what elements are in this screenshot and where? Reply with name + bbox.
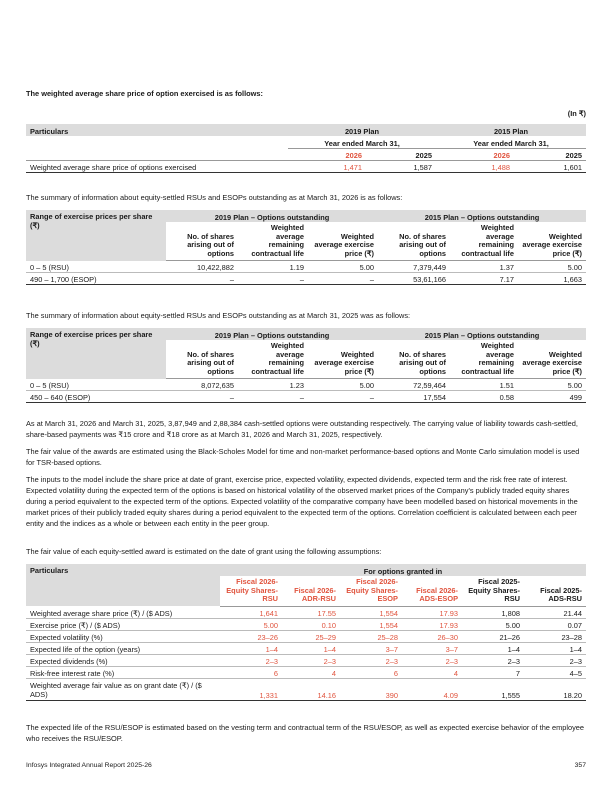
cell: 7,379,449 [378,261,450,273]
unit-label: (In ₹) [567,109,586,118]
cell: 3–7 [340,642,402,654]
cell: 17.55 [282,606,340,618]
table-assumptions [26,564,586,701]
col-2015-plan: 2015 Plan [436,124,586,136]
cell: – [238,391,308,403]
row-label: Weighted average fair value as on grant date (₹) / ($ ADS) [26,678,220,700]
cell: 21–26 [462,630,524,642]
cell: 25–29 [282,630,340,642]
col-range: Range of exercise prices per share (₹) [26,328,166,379]
cell: 23–28 [524,630,586,642]
cell: 1–4 [220,642,282,654]
cell: 1,641 [220,606,282,618]
col-2015-plan-outstanding: 2015 Plan – Options outstanding [378,210,586,222]
cell: 1.51 [450,379,518,391]
cell: 499 [518,391,586,403]
col-header: Fiscal 2025- Equity Shares-RSU [462,576,524,606]
cell: 1,554 [340,618,402,630]
year-2025-b: 2025 [514,148,586,160]
cell: 1,663 [518,273,586,285]
col-2019-plan-outstanding: 2019 Plan – Options outstanding [166,210,378,222]
table-row [26,261,586,273]
cell: 0.58 [450,391,518,403]
col-particulars: Particulars [26,124,288,136]
para-expected-life: The expected life of the RSU/ESOP is estimated based on the vesting term and contractual term of the RSU/ESOP, as well as expected exercise behavior of the employee who receives the RSU/ESOP. [26,723,585,743]
col-header: No. of shares arising out of options [378,340,450,379]
row-label: Exercise price (₹) / ($ ADS) [26,618,220,630]
row-label: Expected volatility (%) [26,630,220,642]
para-cash-settled: As at March 31, 2026 and March 31, 2025, 3,87,949 and 2,88,384 cash-settled options were outstanding respectively. The carrying value of liability towards cash-settled, share-based payments was ₹15 crore and ₹18 crore as at March 31, 2026 and March 31, 2025, respectively. [26,419,578,439]
cell: 2–3 [524,654,586,666]
col-particulars: Particulars [26,564,220,606]
cell: 1–4 [462,642,524,654]
row-label: Weighted average share price (₹) / ($ ADS) [26,606,220,618]
cell: 2–3 [462,654,524,666]
cell: 53,61,166 [378,273,450,285]
cell: 1,488 [436,160,514,172]
page-number: 357 [574,762,586,769]
table-share-price-exercised [26,124,586,173]
year-ended-2019: Year ended March 31, [288,136,436,148]
col-header: Weighted average remaining contractual life [238,222,308,261]
cell: 10,422,882 [166,261,238,273]
cell: 17,554 [378,391,450,403]
cell: – [238,273,308,285]
cell: 7.17 [450,273,518,285]
intro-summary-2025: The summary of information about equity-settled RSUs and ESOPs outstanding as at March 31, 2025 was as follows: [26,311,411,320]
footer-report-title: Infosys Integrated Annual Report 2025-26 [26,762,152,769]
cell: 1,601 [514,160,586,172]
row-label: 490 – 1,700 (ESOP) [26,273,166,285]
cell: 1–4 [524,642,586,654]
cell: 0.07 [524,618,586,630]
col-header: Weighted average exercise price (₹) [518,340,586,379]
row-label: Expected life of the option (years) [26,642,220,654]
year-ended-2015: Year ended March 31, [436,136,586,148]
row-label: Weighted average share price of options exercised [26,160,288,172]
footer [26,762,586,769]
cell: 17.93 [402,618,462,630]
cell: 1,808 [462,606,524,618]
table-outstanding-2025 [26,328,586,403]
cell: – [166,391,238,403]
year-2026-b: 2026 [436,148,514,160]
cell: 1,471 [288,160,366,172]
table-row [26,630,586,642]
col-header: Fiscal 2026- Equity Shares-RSU [220,576,282,606]
intro-weighted-average: The weighted average share price of option exercised is as follows: [26,89,263,98]
para-assumptions-intro: The fair value of each equity-settled award is estimated on the date of grant using the following assumptions: [26,547,382,556]
col-2019-plan-outstanding: 2019 Plan – Options outstanding [166,328,378,340]
col-2015-plan-outstanding: 2015 Plan – Options outstanding [378,328,586,340]
cell: 5.00 [462,618,524,630]
page [26,0,586,792]
cell: 6 [220,666,282,678]
cell: 8,072,635 [166,379,238,391]
intro-summary-2026: The summary of information about equity-settled RSUs and ESOPs outstanding as at March 31, 2026 is as follows: [26,193,403,202]
cell: 1,331 [220,678,282,700]
col-header: Weighted average exercise price (₹) [518,222,586,261]
cell: 1,587 [366,160,436,172]
row-label: 0 – 5 (RSU) [26,261,166,273]
cell: 1.37 [450,261,518,273]
cell: 25–28 [340,630,402,642]
table-row [26,654,586,666]
cell: 1.23 [238,379,308,391]
cell: 18.20 [524,678,586,700]
col-header: No. of shares arising out of options [166,340,238,379]
cell: 1.19 [238,261,308,273]
para-fair-value-model: The fair value of the awards are estimated using the Black-Scholes Model for time and non-market performance-based options and Monte Carlo simulation model is used for TSR-based options. [26,447,580,467]
table-row [26,273,586,285]
table-row [26,391,586,403]
cell: 72,59,464 [378,379,450,391]
cell: 1–4 [282,642,340,654]
table-row [26,642,586,654]
cell: 26–30 [402,630,462,642]
cell: 4–5 [524,666,586,678]
col-header: Fiscal 2025- ADS-RSU [524,576,586,606]
table-row [26,606,586,618]
col-range: Range of exercise prices per share (₹) [26,210,166,261]
cell: 7 [462,666,524,678]
cell: 17.93 [402,606,462,618]
col-header: No. of shares arising out of options [378,222,450,261]
cell: – [308,273,378,285]
col-2019-plan: 2019 Plan [288,124,436,136]
cell: 6 [340,666,402,678]
table-row [26,160,586,172]
cell: 5.00 [518,379,586,391]
col-header: Fiscal 2026- ADS-ESOP [402,576,462,606]
cell: 4 [282,666,340,678]
cell: 2–3 [220,654,282,666]
cell: 2–3 [282,654,340,666]
col-header: Fiscal 2026- Equity Shares-ESOP [340,576,402,606]
col-options-granted: For options granted in [220,564,586,576]
col-header: Weighted average exercise price (₹) [308,222,378,261]
table-outstanding-2026 [26,210,586,285]
cell: 1,554 [340,606,402,618]
row-label: Risk-free interest rate (%) [26,666,220,678]
cell: 23–26 [220,630,282,642]
row-label: 450 – 640 (ESOP) [26,391,166,403]
table-row [26,618,586,630]
cell: 5.00 [220,618,282,630]
table-row [26,666,586,678]
col-header: Weighted average remaining contractual life [450,340,518,379]
cell: 5.00 [308,261,378,273]
col-header: Weighted average remaining contractual life [238,340,308,379]
col-header: Weighted average exercise price (₹) [308,340,378,379]
cell: – [166,273,238,285]
col-header: No. of shares arising out of options [166,222,238,261]
cell: 5.00 [518,261,586,273]
cell: 1,555 [462,678,524,700]
table-row [26,379,586,391]
cell: 14.16 [282,678,340,700]
cell: 3–7 [402,642,462,654]
cell: 5.00 [308,379,378,391]
table-row [26,678,586,700]
col-header: Fiscal 2026- ADR-RSU [282,576,340,606]
cell: 2–3 [340,654,402,666]
cell: 2–3 [402,654,462,666]
cell: 4 [402,666,462,678]
col-header: Weighted average remaining contractual life [450,222,518,261]
cell: 0.10 [282,618,340,630]
cell: 390 [340,678,402,700]
cell: – [308,391,378,403]
row-label: 0 – 5 (RSU) [26,379,166,391]
year-2026-a: 2026 [288,148,366,160]
cell: 4.09 [402,678,462,700]
para-model-inputs: The inputs to the model include the share price at date of grant, exercise price, expected volatility, expected dividends, expected term and the risk free rate of interest. Expected volatility during the expected term of the options is based on historical volatility of the observed market prices of the Company's publicly traded equity shares during a period equivalent to the expected term of the options. Expected volatility of the comparative company have been modelled based on historical movements in the market prices of their publicly traded equity shares during a period equivalent to the expected term of the options. Correlation coefficient is calculated between each peer entity and the indices as a whole or between each entity in the peer group. [26,475,578,528]
year-2025-a: 2025 [366,148,436,160]
cell: 21.44 [524,606,586,618]
row-label: Expected dividends (%) [26,654,220,666]
